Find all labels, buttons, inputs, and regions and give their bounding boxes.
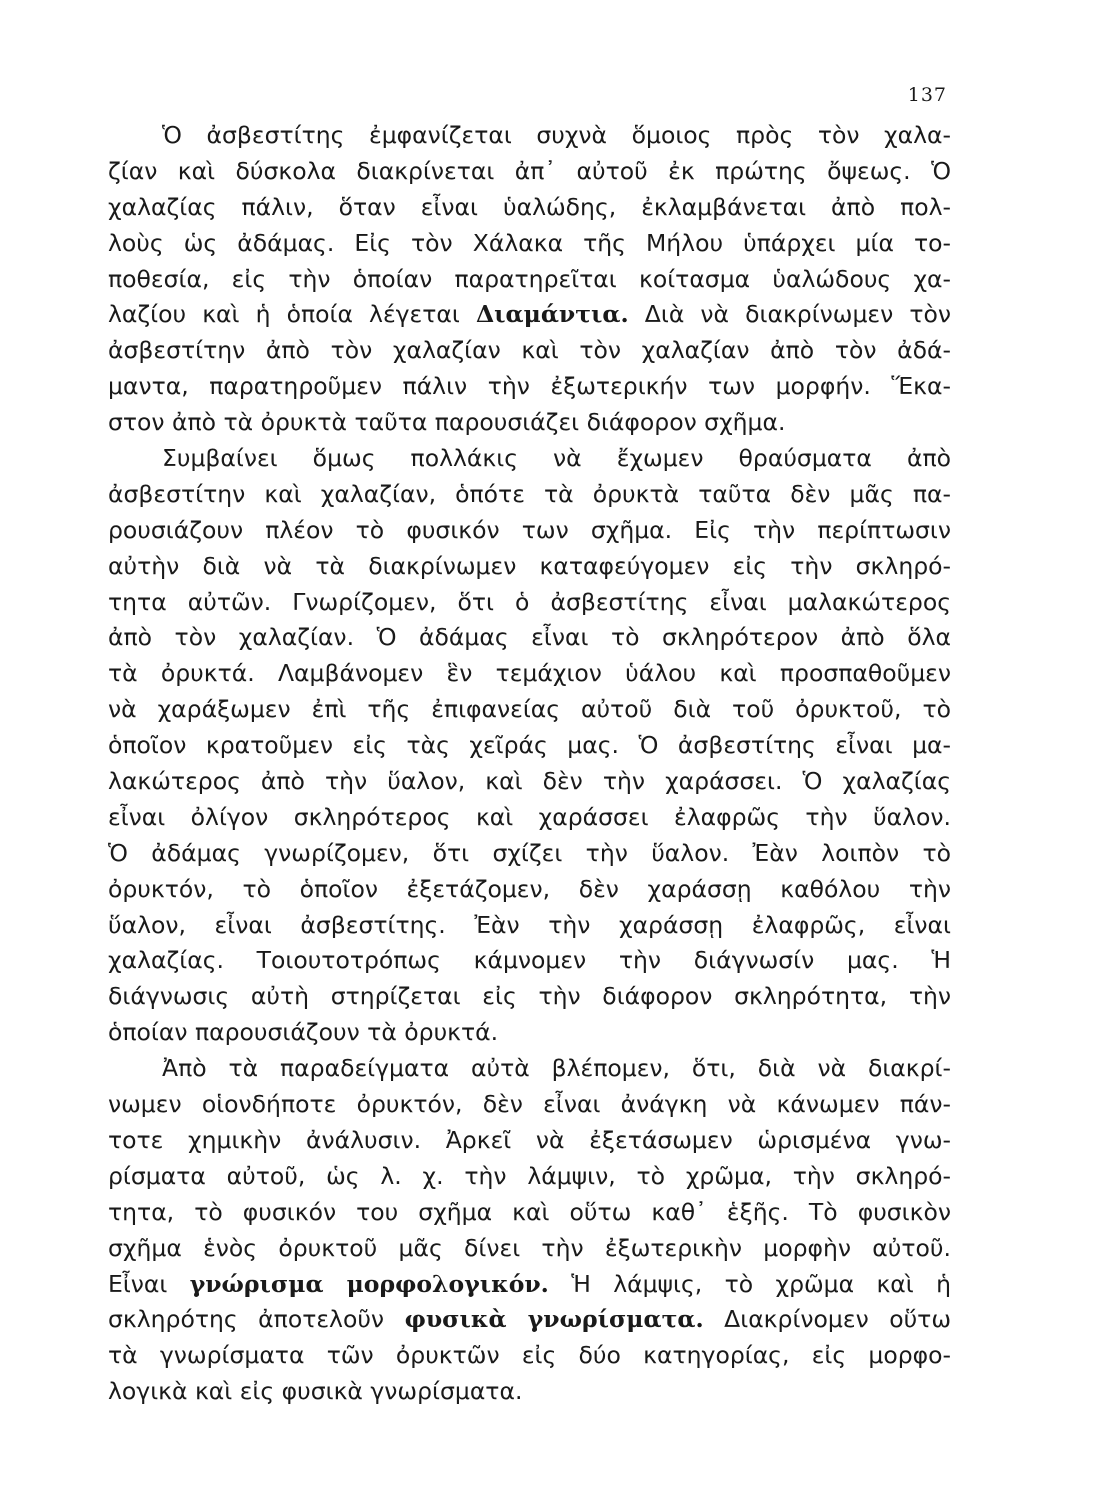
text-line: Συμβαίνει ὅμως πολλάκις νὰ ἔχωμεν θραύσματα ἀπὸ bbox=[162, 444, 951, 473]
text-line: ἀσβεστίτην καὶ χαλαζίαν, ὁπότε τὰ ὀρυκτὰ ταῦτα δὲν μᾶς πα- bbox=[108, 479, 951, 508]
page-number: 137 bbox=[907, 84, 947, 106]
text-line: τοτε χημικὴν ἀνάλυσιν. Ἀρκεῖ νὰ ἐξετάσωμεν ὡρισμένα γνω- bbox=[108, 1125, 951, 1154]
text-line: λογικὰ καὶ εἰς φυσικὰ γνωρίσματα. bbox=[108, 1377, 523, 1406]
bold-term: Διαμάντια. bbox=[475, 300, 629, 329]
text-run: Ἡ λάμψις, τὸ χρῶμα καὶ ἡ bbox=[548, 1269, 951, 1298]
text-line: χαλαζίας πάλιν, ὅταν εἶναι ὑαλώδης, ἐκλαμβάνεται ἀπὸ πολ- bbox=[108, 192, 951, 221]
text-line: λακώτερος ἀπὸ τὴν ὕαλον, καὶ δὲν τὴν χαράσσει. Ὁ χαλαζίας bbox=[108, 767, 951, 796]
text-line: Ὁ ἀδάμας γνωρίζομεν, ὅτι σχίζει τὴν ὕαλον. Ἐὰν λοιπὸν τὸ bbox=[108, 838, 951, 867]
text-run: Διὰ νὰ διακρίνωμεν τὸν bbox=[628, 300, 951, 329]
text-line: ὕαλον, εἶναι ἀσβεστίτης. Ἐὰν τὴν χαράσσῃ ἐλαφρῶς, εἶναι bbox=[108, 910, 951, 939]
text-line: εἶναι ὀλίγον σκληρότερος καὶ χαράσσει ἐλαφρῶς τὴν ὕαλον. bbox=[108, 802, 951, 831]
text-line: Ὁ ἀσβεστίτης ἐμφανίζεται συχνὰ ὅμοιος πρὸς τὸν χαλα- bbox=[162, 121, 951, 149]
text-line: τητα, τὸ φυσικόν του σχῆμα καὶ οὕτω καθ᾽ ἑξῆς. Τὸ φυσικὸν bbox=[108, 1197, 951, 1226]
text-line: στον ἀπὸ τὰ ὀρυκτὰ ταῦτα παρουσιάζει διάφορον σχῆμα. bbox=[108, 408, 786, 437]
text-line: τὰ ὀρυκτά. Λαμβάνομεν ἓν τεμάχιον ὑάλου καὶ προσπαθοῦμεν bbox=[108, 659, 951, 688]
text-line: λοὺς ὡς ἀδάμας. Εἰς τὸν Χάλακα τῆς Μήλου ὑπάρχει μία το- bbox=[108, 228, 951, 257]
text-line: ὀρυκτόν, τὸ ὁποῖον ἐξετάζομεν, δὲν χαράσσῃ καθόλου τὴν bbox=[108, 874, 951, 903]
text-line: ὁποῖον κρατοῦμεν εἰς τὰς χεῖράς μας. Ὁ ἀσβεστίτης εἶναι μα- bbox=[108, 731, 951, 760]
text-line bbox=[108, 1267, 951, 1303]
text-line: ζίαν καὶ δύσκολα διακρίνεται ἀπ᾽ αὐτοῦ ἐκ πρώτης ὄψεως. Ὁ bbox=[108, 156, 951, 185]
text-line: ἀπὸ τὸν χαλαζίαν. Ὁ ἀδάμας εἶναι τὸ σκληρότερον ἀπὸ ὅλα bbox=[108, 623, 951, 652]
text-run: σκληρότης ἀποτελοῦν bbox=[108, 1305, 405, 1334]
text-line: ὁποίαν παρουσιάζουν τὰ ὀρυκτά. bbox=[108, 1018, 499, 1047]
text-run: Διακρίνομεν οὕτω bbox=[703, 1305, 952, 1334]
text-line: ποθεσία, εἰς τὴν ὁποίαν παρατηρεῖται κοίτασμα ὑαλώδους χα- bbox=[108, 264, 951, 293]
text-line: νωμεν οἱονδήποτε ὀρυκτόν, δὲν εἶναι ἀνάγκη νὰ κάνωμεν πάν- bbox=[108, 1090, 951, 1119]
text-line: αὐτὴν διὰ νὰ τὰ διακρίνωμεν καταφεύγομεν εἰς τὴν σκληρό- bbox=[108, 551, 951, 580]
text-line: νὰ χαράξωμεν ἐπὶ τῆς ἐπιφανείας αὐτοῦ διὰ τοῦ ὀρυκτοῦ, τὸ bbox=[108, 695, 951, 724]
text-line bbox=[108, 297, 951, 333]
body-text bbox=[108, 118, 951, 1410]
text-line: ρουσιάζουν πλέον τὸ φυσικόν των σχῆμα. Εἰς τὴν περίπτωσιν bbox=[108, 515, 951, 544]
text-run: λαζίου καὶ ἡ ὁποία λέγεται bbox=[108, 300, 476, 329]
text-line: ἀσβεστίτην ἀπὸ τὸν χαλαζίαν καὶ τὸν χαλαζίαν ἀπὸ τὸν ἀδά- bbox=[108, 336, 951, 365]
text-line: διάγνωσις αὐτὴ στηρίζεται εἰς τὴν διάφορον σκληρότητα, τὴν bbox=[108, 982, 951, 1011]
text-line: τὰ γνωρίσματα τῶν ὀρυκτῶν εἰς δύο κατηγορίας, εἰς μορφο- bbox=[108, 1341, 951, 1370]
text-line: μαντα, παρατηροῦμεν πάλιν τὴν ἐξωτερικήν των μορφήν. Ἕκα- bbox=[108, 372, 951, 401]
text-line: ρίσματα αὐτοῦ, ὡς λ. χ. τὴν λάμψιν, τὸ χρῶμα, τὴν σκληρό- bbox=[108, 1161, 951, 1190]
text-run: Εἶναι bbox=[108, 1269, 190, 1298]
bold-term: γνώρισμα μορφολογικόν. bbox=[189, 1269, 549, 1298]
text-line: σχῆμα ἑνὸς ὀρυκτοῦ μᾶς δίνει τὴν ἐξωτερικὴν μορφὴν αὐτοῦ. bbox=[108, 1233, 951, 1262]
text-line: χαλαζίας. Τοιουτοτρόπως κάμνομεν τὴν διάγνωσίν μας. Ἡ bbox=[108, 946, 951, 975]
text-line: τητα αὐτῶν. Γνωρίζομεν, ὅτι ὁ ἀσβεστίτης εἶναι μαλακώτερος bbox=[108, 587, 951, 616]
bold-term: φυσικὰ γνωρίσματα. bbox=[404, 1305, 704, 1334]
text-line bbox=[108, 1302, 951, 1338]
text-line: Ἀπὸ τὰ παραδείγματα αὐτὰ βλέπομεν, ὅτι, διὰ νὰ διακρί- bbox=[162, 1054, 951, 1083]
